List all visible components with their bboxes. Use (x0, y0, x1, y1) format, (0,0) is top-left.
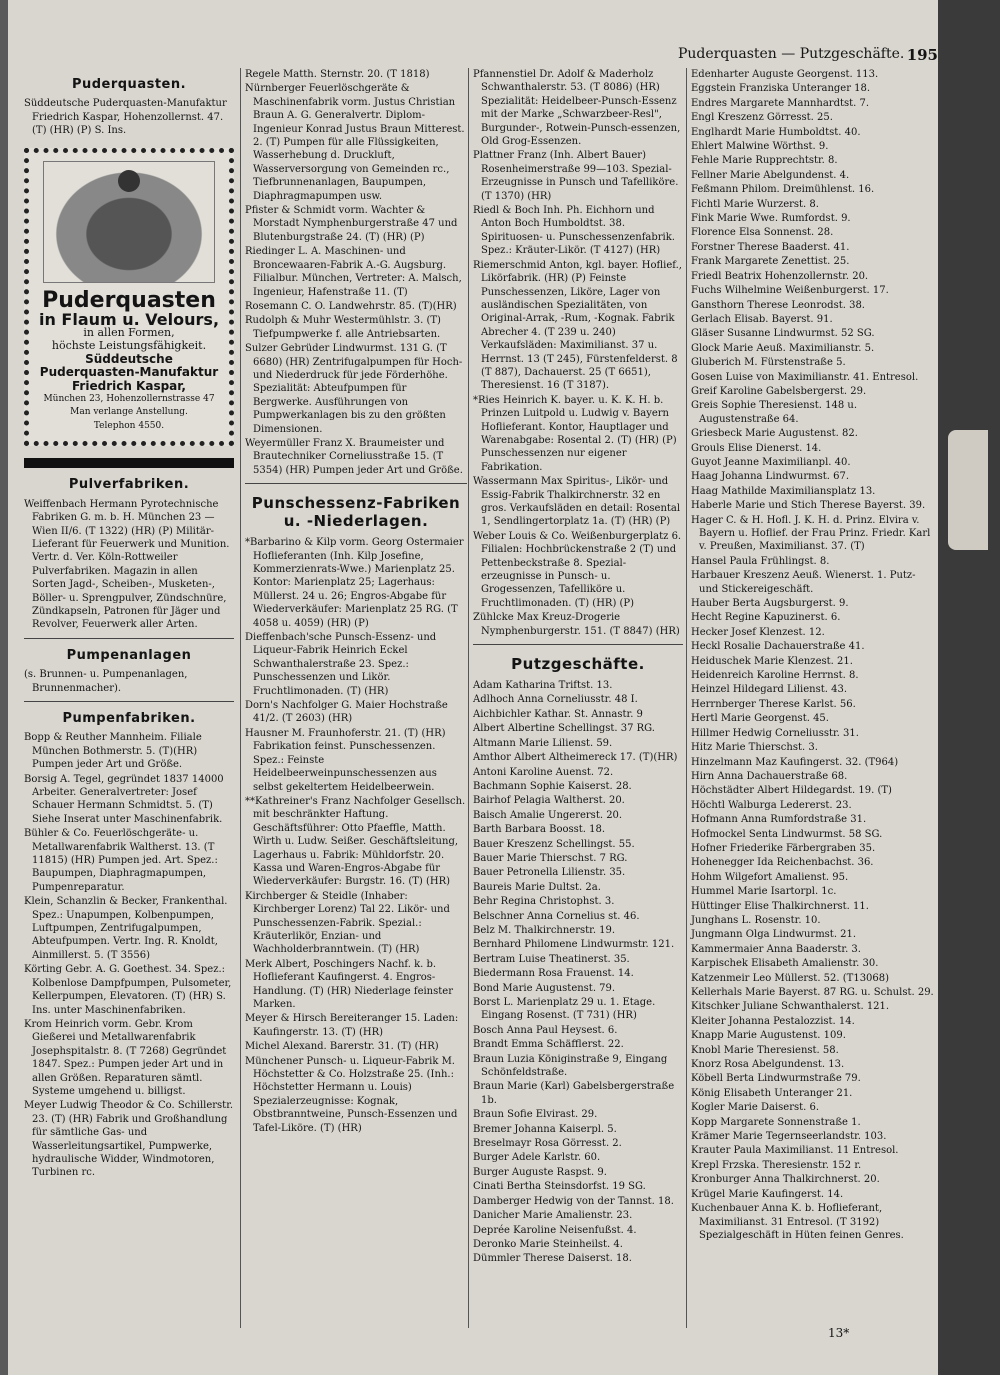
ad-line-7: Friedrich Kaspar, (72, 378, 186, 393)
ad-line-5: Süddeutsche (85, 351, 173, 366)
list-item: Gosen Luise von Maximilianstr. 41. Entresol. (691, 371, 919, 383)
list-item: Krepl Frzska. Theresienstr. 152 r. (691, 1159, 862, 1171)
list-item: Florence Elsa Sonnenst. 28. (691, 227, 834, 239)
list-item: Burger Adele Karlstr. 60. (473, 1152, 601, 1164)
list-item: Krämer Marie Tegernseerlandstr. 103. (691, 1131, 887, 1143)
ad-title: Puderquasten (42, 287, 216, 313)
list-item: Belz M. Thalkirchnerstr. 19. (473, 924, 616, 936)
list-item: Karpischek Elisabeth Amalienstr. 30. (691, 958, 879, 970)
section-heading-puderquasten: Puderquasten. (71, 77, 187, 92)
list-item: Nürnberger Feuerlöschgeräte & Maschinenfabrik vorm. Justus Christian Braun A. G. Generalvertr. Diplom-Ingenieur Konrad Justus Braun Mitterest. 2. (T) Pumpen für alle Flüssigkeiten, Wasserhebung d. Druckluft, Wasserversorgung von Gemeinden rc., Tiefbrunnenanlagen, Baupumpen, Diaphragmapumpen usw. (245, 83, 465, 202)
list-item: Meyer Ludwig Theodor & Co. Schillerstr. 23. (T) (HR) Fabrik und Großhandlung für sämtliche Gas- und Wasserleitungsartikel, Pumpwerke, hydraulische Widder, Windmotoren, Turbinen rc. (24, 1100, 234, 1179)
list-item: Aichbichler Kathar. St. Annastr. 9 (473, 708, 643, 720)
list-item: Kopp Margarete Sonnenstraße 1. (691, 1116, 861, 1128)
ad-line-3: in allen Formen, (83, 326, 175, 340)
list-item: Damberger Hedwig von der Tannst. 18. (473, 1195, 674, 1207)
list-item: Herrnberger Therese Karlst. 56. (691, 698, 856, 710)
list-item: Körting Gebr. A. G. Goethest. 34. Spez.: Kolbenlose Dampfpumpen, Pulsometer, Kellerpumpen, Elevatoren. (T) (HR) S. Ins. unter Maschinenfabriken. (24, 964, 232, 1016)
list-item: Meyer & Hirsch Bereiteranger 15. Laden: Kaufingerstr. 13. (T) (HR) (245, 1013, 459, 1038)
list-item: Breselmayr Rosa Görresst. 2. (473, 1138, 622, 1150)
divider (473, 644, 683, 645)
list-item: Baisch Amalie Ungererst. 20. (473, 809, 623, 821)
running-title: Puderquasten — Putzgeschäfte. (678, 46, 905, 62)
page-number: 195 (906, 46, 938, 64)
section-heading-pulverfabriken: Pulverfabriken. (68, 477, 190, 493)
list-item: Braun Marie (Karl) Gabelsbergerstraße 1b. (473, 1081, 675, 1106)
list-item: Weyermüller Franz X. Braumeister und Brautechniker Corneliusstraße 15. (T 5354) (HR) Pumpen jeder Art und Größe. (245, 437, 463, 476)
list-item: Hauber Berta Augsburgerst. 9. (691, 598, 849, 610)
list-item: Sulzer Gebrüder Lindwurmst. 131 G. (T 6680) (HR) Zentrifugalpumpen für Hoch- und Niederdruck für jede Förderhöhe. Spezialität: Abteufpumpen für Bergwerke. Ausführungen von Pumpwerkanlagen bis zu den größten Dimensionen. (245, 343, 463, 435)
list-item: Hohm Wilgefort Amalienst. 95. (691, 871, 849, 883)
list-item: Hertl Marie Georgenst. 45. (691, 713, 829, 725)
advertisement-puderquasten (24, 148, 234, 447)
black-rule (24, 458, 234, 468)
list-item: Kleiter Johanna Pestalozzist. 14. (691, 1015, 855, 1027)
list-item: Engl Kreszenz Görresst. 25. (691, 112, 833, 124)
list-item: Pfannenstiel Dr. Adolf & Maderholz Schwanthalerstr. 53. (T 8086) (HR) Spezialität: Heidelbeer-Punsch-Essenz mit der Marke „Schwarzbeer-Resl", Burgunder-, Rotwein-Punsch-essenzen, Old Grog-Essenzen. (473, 69, 681, 148)
list-item: Köbell Berta Lindwurmstraße 79. (691, 1073, 861, 1085)
list-item: Bertram Luise Theatinerst. 35. (473, 953, 630, 965)
puff-handle (118, 170, 140, 192)
list-item: Bond Marie Augustenst. 79. (473, 982, 616, 994)
list-item: Bairhof Pelagia Waltherst. 20. (473, 795, 625, 807)
list-item: Frank Margarete Zenettist. 25. (691, 256, 850, 268)
list-item: Bremer Johanna Kaiserpl. 5. (473, 1123, 617, 1135)
divider (24, 701, 234, 702)
list-item: Kogler Marie Daiserst. 6. (691, 1102, 820, 1114)
list-item: Krom Heinrich vorm. Gebr. Krom Gießerei und Metallwarenfabrik Josephspitalstr. 8. (T 7268) Gegründet 1847. Spez.: Pumpen jeder Art und in allen Größen. Reparaturen sämtl. Systeme umgehend u. billigst. (24, 1018, 227, 1097)
list-item: Albert Albertine Schellingst. 37 RG. (473, 723, 655, 735)
list-item: Hitz Marie Thierschst. 3. (691, 742, 818, 754)
list-item: Michel Alexand. Barerstr. 31. (T) (HR) (245, 1041, 439, 1053)
list-item: Brandt Emma Schäfflerst. 22. (473, 1039, 624, 1051)
list-item: Riedl & Boch Inh. Ph. Eichhorn und Anton Boch Humboldtst. 38. Spirituosen- u. Punschessenzenfabrik. Spez.: Kräuter-Likör. (T 4127) (HR) (473, 205, 675, 257)
list-item: Haag Johanna Lindwurmst. 67. (691, 471, 850, 483)
list-item: Regele Matth. Sternstr. 20. (T 1818) (245, 69, 430, 80)
list-item: Fehle Marie Rupprechtstr. 8. (691, 155, 838, 167)
list-item: Forstner Therese Baaderst. 41. (691, 241, 850, 253)
signature-mark: 13* (828, 1326, 850, 1340)
list-item: *Barbarino & Kilp vorm. Georg Ostermaier Hoflieferanten (Inh. Kilp Josefine, Kommerzienrats-Wwe.) Marienplatz 25. Kontor: Marienplatz 25; Lagerhaus: Müllerst. 24 u. 26; Engros-Abgabe für Wiederverkäufer: Marienplatz 25 RG. (T 4058 u. 4059) (HR) (P) (245, 537, 464, 629)
list-item: Kronburger Anna Thalkirchnerst. 20. (691, 1174, 880, 1186)
ad-line-9: Man verlange Anstellung. (70, 407, 188, 418)
left-page-edge (0, 0, 8, 1375)
list-item: Hecht Regine Kapuzinerst. 6. (691, 612, 841, 624)
column-4 (686, 68, 937, 1328)
list-item: Burger Auguste Raspst. 9. (473, 1166, 607, 1178)
list-item: Hüttinger Elise Thalkirchnerst. 11. (691, 900, 869, 912)
list-item: Eggstein Franziska Unteranger 18. (691, 83, 871, 95)
list-item: Grouls Elise Dienerst. 14. (691, 442, 822, 454)
list-item: Heiduschek Marie Klenzest. 21. (691, 655, 853, 667)
list-item: Dümmler Therese Daiserst. 18. (473, 1253, 632, 1265)
list-item: Gansthorn Therese Leonrodst. 38. (691, 299, 865, 311)
list-item: Edenharter Auguste Georgenst. 113. (691, 69, 879, 80)
list-item: Altmann Marie Lilienst. 59. (473, 737, 613, 749)
list-item: Haag Mathilde Maximiliansplatz 13. (691, 485, 876, 497)
list-item: Hummel Marie Isartorpl. 1c. (691, 886, 837, 898)
section-heading-punschessenz: Punschessenz-Fabriken u. -Niederlagen. (251, 494, 461, 531)
list-item: Biedermann Rosa Frauenst. 14. (473, 968, 634, 980)
list-item: Pfister & Schmidt vorm. Wachter & Morstadt Nymphenburgerstraße 47 und Blutenburgstraße 24. (T) (HR) (P) (245, 205, 458, 243)
ad-line-8: München 23, Hohenzollernstrasse 47 (43, 394, 215, 405)
list-item: Borst L. Marienplatz 29 u. 1. Etage. Eingang Rosenst. (T 731) (HR) (473, 997, 656, 1022)
list-item: Hinzelmann Maz Kaufingerst. 32. (T964) (691, 756, 899, 768)
list-item: Kitschker Juliane Schwanthalerst. 121. (691, 1001, 890, 1013)
list-item: Kirchberger & Steidle (Inhaber: Kirchberger Lorenz) Tal 22. Likör- und Punschessenzen-Fabrik. Spezial.: Kräuterlikör, Enzian- und Wachholderbranntwein. (T) (HR) (245, 890, 450, 956)
list-item: Ehlert Malwine Wörthst. 9. (691, 141, 829, 153)
list-item: Behr Regina Christophst. 3. (473, 896, 615, 908)
list-item: Bachmann Sophie Kaiserst. 28. (473, 780, 632, 792)
list-item: Danicher Marie Amalienstr. 23. (473, 1210, 633, 1222)
entry-puderquasten: Süddeutsche Puderquasten-Manufaktur Friedrich Kaspar, Hohenzollernst. 47. (T) (HR) (P) S. Ins. (24, 98, 227, 137)
list-item: Amthor Albert Altheimereck 17. (T)(HR) (473, 752, 678, 764)
section-heading-putzgeschaefte: Putzgeschäfte. (511, 655, 645, 674)
list-item: Knapp Marie Augustenst. 109. (691, 1030, 846, 1042)
index-tab (948, 430, 988, 550)
list-item: Bernhard Philomene Lindwurmstr. 121. (473, 939, 675, 951)
ad-line-6: Puderquasten-Manufaktur (39, 365, 219, 380)
list-item: Greif Karoline Gabelsbergerst. 29. (691, 385, 867, 397)
list-item: Bauer Petronella Lilienstr. 35. (473, 867, 626, 879)
column-1 (24, 68, 234, 1328)
list-item: Hansel Paula Frühlingst. 8. (691, 555, 830, 567)
right-page-edge (938, 0, 1000, 1375)
list-item: Merk Albert, Poschingers Nachf. k. b. Hoflieferant Kaufingerst. 4. Engros-Handlung. (T) (HR) Niederlage feinster Marken. (245, 958, 453, 1010)
powder-puff-illustration (43, 161, 215, 283)
list-item: Cinati Bertha Steinsdorfst. 19 SG. (473, 1181, 646, 1193)
list-item: Fichtl Marie Wurzerst. 8. (691, 198, 819, 210)
list-item: *Ries Heinrich K. bayer. u. K. K. H. b. Prinzen Luitpold u. Ludwig v. Bayern Hoflieferant. Kontor, Hauptlager und Warenabgabe: Rosental 2. (T) (HR) (P) Punschessenzen nur eigener Fabrikation. (473, 394, 677, 473)
running-head (678, 46, 938, 68)
directory-page (8, 0, 938, 1375)
list-item: Krügel Marie Kaufingerst. 14. (691, 1188, 844, 1200)
list-item: Riedinger L. A. Maschinen- und Broncewaaren-Fabrik A.-G. Augsburg. Filialbur. München, Vertreter: A. Malsch, Ingenieur, Hafenstraße 11. (T) (245, 246, 462, 298)
list-item: Harbauer Kreszenz Aeuß. Wienerst. 1. Putz- und Stickereigeschäft. (691, 570, 916, 595)
list-item: Knobl Marie Theresienst. 58. (691, 1044, 839, 1056)
list-item: Wassermann Max Spiritus-, Likör- und Essig-Fabrik Thalkirchnerstr. 32 en gros. Verkaufsläden en detail: Rosental 1, Sendlingertorplatz 1a. (T) (HR) (P) (473, 476, 681, 528)
ad-line-10: Telephon 4550. (93, 420, 165, 431)
list-item: Baureis Marie Dultst. 2a. (473, 881, 601, 893)
list-item: Gluberich M. Fürstenstraße 5. (691, 357, 846, 369)
list-item: Knorz Rosa Abelgundenst. 13. (691, 1059, 845, 1071)
list-item: Krauter Paula Maximilianst. 11 Entresol. (691, 1145, 899, 1157)
entry-pumpenanlagen: (s. Brunnen- u. Pumpenanlagen, Brunnenmacher). (24, 669, 188, 694)
list-item: Guyot Jeanne Maximilianpl. 40. (691, 456, 851, 468)
list-item: Kellerhals Marie Bayerst. 87 RG. u. Schulst. 29. (691, 987, 934, 998)
list-item: Münchener Punsch- u. Liqueur-Fabrik M. Höchstetter & Co. Holzstraße 25. (Inh.: Höchstetter Hermann u. Louis) Spezialerzeugnisse: Kognak, Obstbranntweine, Punsch-Essenzen und Tafel-Liköre. (T) (HR) (245, 1055, 458, 1134)
divider (24, 638, 234, 639)
list-item: König Elisabeth Unteranger 21. (691, 1087, 853, 1099)
list-item: Hofner Friederike Färbergraben 35. (691, 842, 876, 854)
list-item: Bauer Marie Thierschst. 7 RG. (473, 852, 628, 864)
list-item: Braun Luzia Königinstraße 9, Eingang Schönfeldstraße. (473, 1053, 668, 1079)
list-item: Zühlcke Max Kreuz-Drogerie Nymphenburgerstr. 151. (T 8847) (HR) (473, 612, 680, 637)
list-item: Bosch Anna Paul Heysest. 6. (473, 1024, 618, 1036)
list-item: Junghans L. Rosenstr. 10. (691, 914, 821, 926)
list-item: Friedl Beatrix Hohenzollernstr. 20. (691, 270, 869, 282)
list-item: Hofmann Anna Rumfordstraße 31. (691, 814, 867, 826)
list-item: Weber Louis & Co. Weißenburgerplatz 6. Filialen: Hochbrückenstraße 2 (T) und Pettenbeckstraße 8. Spezial-erzeugnisse in Punsch- u. Grogessenzen, Tafelliköre u. Fruchtlimonaden. (T) (HR) (P) (473, 530, 682, 609)
list-item: Dieffenbach'sche Punsch-Essenz- und Liqueur-Fabrik Heinrich Eckel Schwanthalerstraße 23. Spez.: Punschessenzen und Likör. Fruchtlimonaden. (T) (HR) (245, 632, 437, 697)
list-item: Deprée Karoline Neisenfußst. 4. (473, 1224, 637, 1236)
list-item: Kuchenbauer Anna K. b. Hoflieferant, Maximilianst. 31 Entresol. (T 3192) Spezialgeschäft in Hüten feinen Genres. (691, 1203, 904, 1241)
list-item: Hohenegger Ida Reichenbachst. 36. (691, 857, 874, 869)
list-item: Jungmann Olga Lindwurmst. 21. (691, 929, 857, 941)
list-item: Griesbeck Marie Augustenst. 82. (691, 428, 858, 440)
list-item: Rudolph & Muhr Westermühlstr. 3. (T) Tiefpumpwerke f. alle Antriebsarten. (245, 315, 441, 340)
list-item: Kammermaier Anna Baaderstr. 3. (691, 943, 861, 955)
list-item: Hager C. & H. Hofl. J. K. H. d. Prinz. Elvira v. Bayern u. Hoflief. der Frau Prinz. Friedr. Karl v. Preußen, Maximilianst. 37. (T) (691, 514, 931, 553)
list-item: Katzenmeir Leo Müllerst. 52. (T13068) (691, 972, 890, 984)
list-item: Hecker Josef Klenzest. 12. (691, 626, 825, 638)
list-item: Plattner Franz (Inh. Albert Bauer) Rosenheimerstraße 99—103. Spezial-Erzeugnisse in Punsch und Tafelliköre. (T 1370) (HR) (473, 150, 679, 202)
section-heading-pumpenanlagen: Pumpenanlagen (66, 647, 192, 663)
ad-line-4: höchste Leistungsfähigkeit. (51, 339, 207, 353)
list-item: Adlhoch Anna Corneliusstr. 48 I. (473, 694, 638, 706)
list-item: Braun Sofie Elvirast. 29. (473, 1109, 598, 1121)
column-3 (468, 68, 683, 1328)
list-item: Hillmer Hedwig Corneliusstr. 31. (691, 727, 859, 739)
list-item: **Kathreiner's Franz Nachfolger Gesellsch. mit beschränkter Haftung. Geschäftsführer: Otto Pfaeffle, Matth. Wirth u. Ludw. Seißer. Geschäftsleitung, Lagerhaus u. Fabrik: Mühldorfstr. 20. Kassa und Waren-Engros-Abgabe für Wiederverkäufer: Burgstr. 16. (T) (HR) (245, 795, 466, 888)
list-item: Bühler & Co. Feuerlöschgeräte- u. Metallwarenfabrik Waltherst. 13. (T 11815) (HR) Pumpen jed. Art. Spez.: Baupumpen, Diaphragmapumpen, Pumpenreparatur. (24, 828, 218, 893)
ad-line-2: in Flaum u. Velours, (38, 309, 220, 329)
list-item: Höchstädter Albert Hildegardst. 19. (T) (691, 785, 892, 797)
list-item: Heinzel Hildegard Lilienst. 43. (691, 684, 848, 696)
list-item: Hausner M. Fraunhoferstr. 21. (T) (HR) Fabrikation feinst. Punschessenzen. Spez.: Feinste Heidelbeerweinpunschessenzen aus selbst gekeltertem Heidelbeerwein. (245, 727, 446, 793)
divider (245, 483, 467, 484)
list-item: Gläser Susanne Lindwurmst. 52 SG. (691, 328, 875, 340)
list-item: Englhardt Marie Humboldtst. 40. (691, 126, 861, 138)
list-item: Heidenreich Karoline Herrnst. 8. (691, 670, 859, 682)
list-item: Glock Marie Aeuß. Maximilianstr. 5. (691, 342, 875, 354)
list-item: Endres Margarete Mannhardtst. 7. (691, 97, 870, 109)
column-2 (240, 68, 467, 1328)
list-item: Gerlach Elisab. Bayerst. 91. (691, 313, 833, 325)
list-item: Riemerschmid Anton, kgl. bayer. Hoflief., Likörfabrik. (HR) (P) Feinste Punschessenzen, Liköre, Lager von ausländischen Spezialitäten, von Original-Arrak, -Rum, -Kognak. Fabrik Abrecher 4. (T 239 u. 240) Verkaufsläden: Maximilianst. 37 u. Herrnst. 13 (T 245), Fürstenfelderst. 8 (T 887), Dachauerst. 25 (T 6651), Theresienst. 16 (T 3187). (473, 259, 682, 392)
list-item: Hofmockel Senta Lindwurmst. 58 SG. (691, 828, 883, 840)
list-item: Höchtl Walburga Ledererst. 23. (691, 799, 852, 811)
list-item: Hirn Anna Dachauerstraße 68. (691, 770, 848, 782)
entry-pulverfabriken: Weiffenbach Hermann Pyrotechnische Fabriken G. m. b. H. München 23 — Wien II/6. (T 1322) (HR) (P) Militär-Lieferant für Feuerwerk und Munition. Vertr. d. Ver. Köln-Rottweiler Pulverfabriken. Magazin in allen Sorten Jagd-, Scheiben-, Musketen-, Böller- u. Sprengpulver, Zündschnüre, Zündkapseln, Patronen für Jäger und Revolver, Feuerwerk aller Arten. (24, 498, 230, 631)
list-item: Bauer Kreszenz Schellingst. 55. (473, 838, 635, 850)
list-item: Klein, Schanzlin & Becker, Frankenthal. Spez.: Unapumpen, Kolbenpumpen, Luftpumpen, Zentrifugalpumpen, Abteufpumpen. Vertr. Ing. R. Knoldt, Ainmillerst. 5. (T 3556) (24, 896, 228, 961)
list-item: Fellner Marie Abelgundenst. 4. (691, 169, 850, 181)
list-item: Heckl Rosalie Dachauerstraße 41. (691, 641, 865, 653)
list-item: Greis Sophie Theresienst. 148 u. Augustenstraße 64. (691, 400, 858, 425)
list-item: Feßmann Philom. Dreimühlenst. 16. (691, 184, 875, 196)
list-item: Dorn's Nachfolger G. Maier Hochstraße 41/2. (T 2603) (HR) (245, 700, 448, 725)
list-item: Barth Barbara Boosst. 18. (473, 824, 606, 836)
list-item: Belschner Anna Cornelius st. 46. (473, 910, 640, 922)
list-item: Borsig A. Tegel, gegründet 1837 14000 Arbeiter. Generalvertreter: Josef Schauer Hermann Schmidtst. 5. (T) Siehe Inserat unter Maschinenfabrik. (24, 773, 224, 825)
list-item: Adam Katharina Triftst. 13. (473, 680, 613, 692)
section-heading-pumpenfabriken: Pumpenfabriken. (62, 710, 196, 726)
list-item: Bopp & Reuther Mannheim. Filiale München Bothmerstr. 5. (T)(HR) Pumpen jeder Art und Größe. (24, 732, 202, 771)
list-item: Haberle Marie und Stich Therese Bayerst. 39. (691, 500, 926, 512)
list-item: Fuchs Wilhelmine Weißenburgerst. 17. (691, 285, 889, 297)
list-item: Deronko Marie Steinheilst. 4. (473, 1238, 623, 1250)
list-item: Antoni Karoline Auenst. 72. (473, 766, 614, 778)
list-item: Rosemann C. O. Landwehrstr. 85. (T)(HR) (245, 300, 457, 312)
list-item: Fink Marie Wwe. Rumfordst. 9. (691, 213, 851, 225)
